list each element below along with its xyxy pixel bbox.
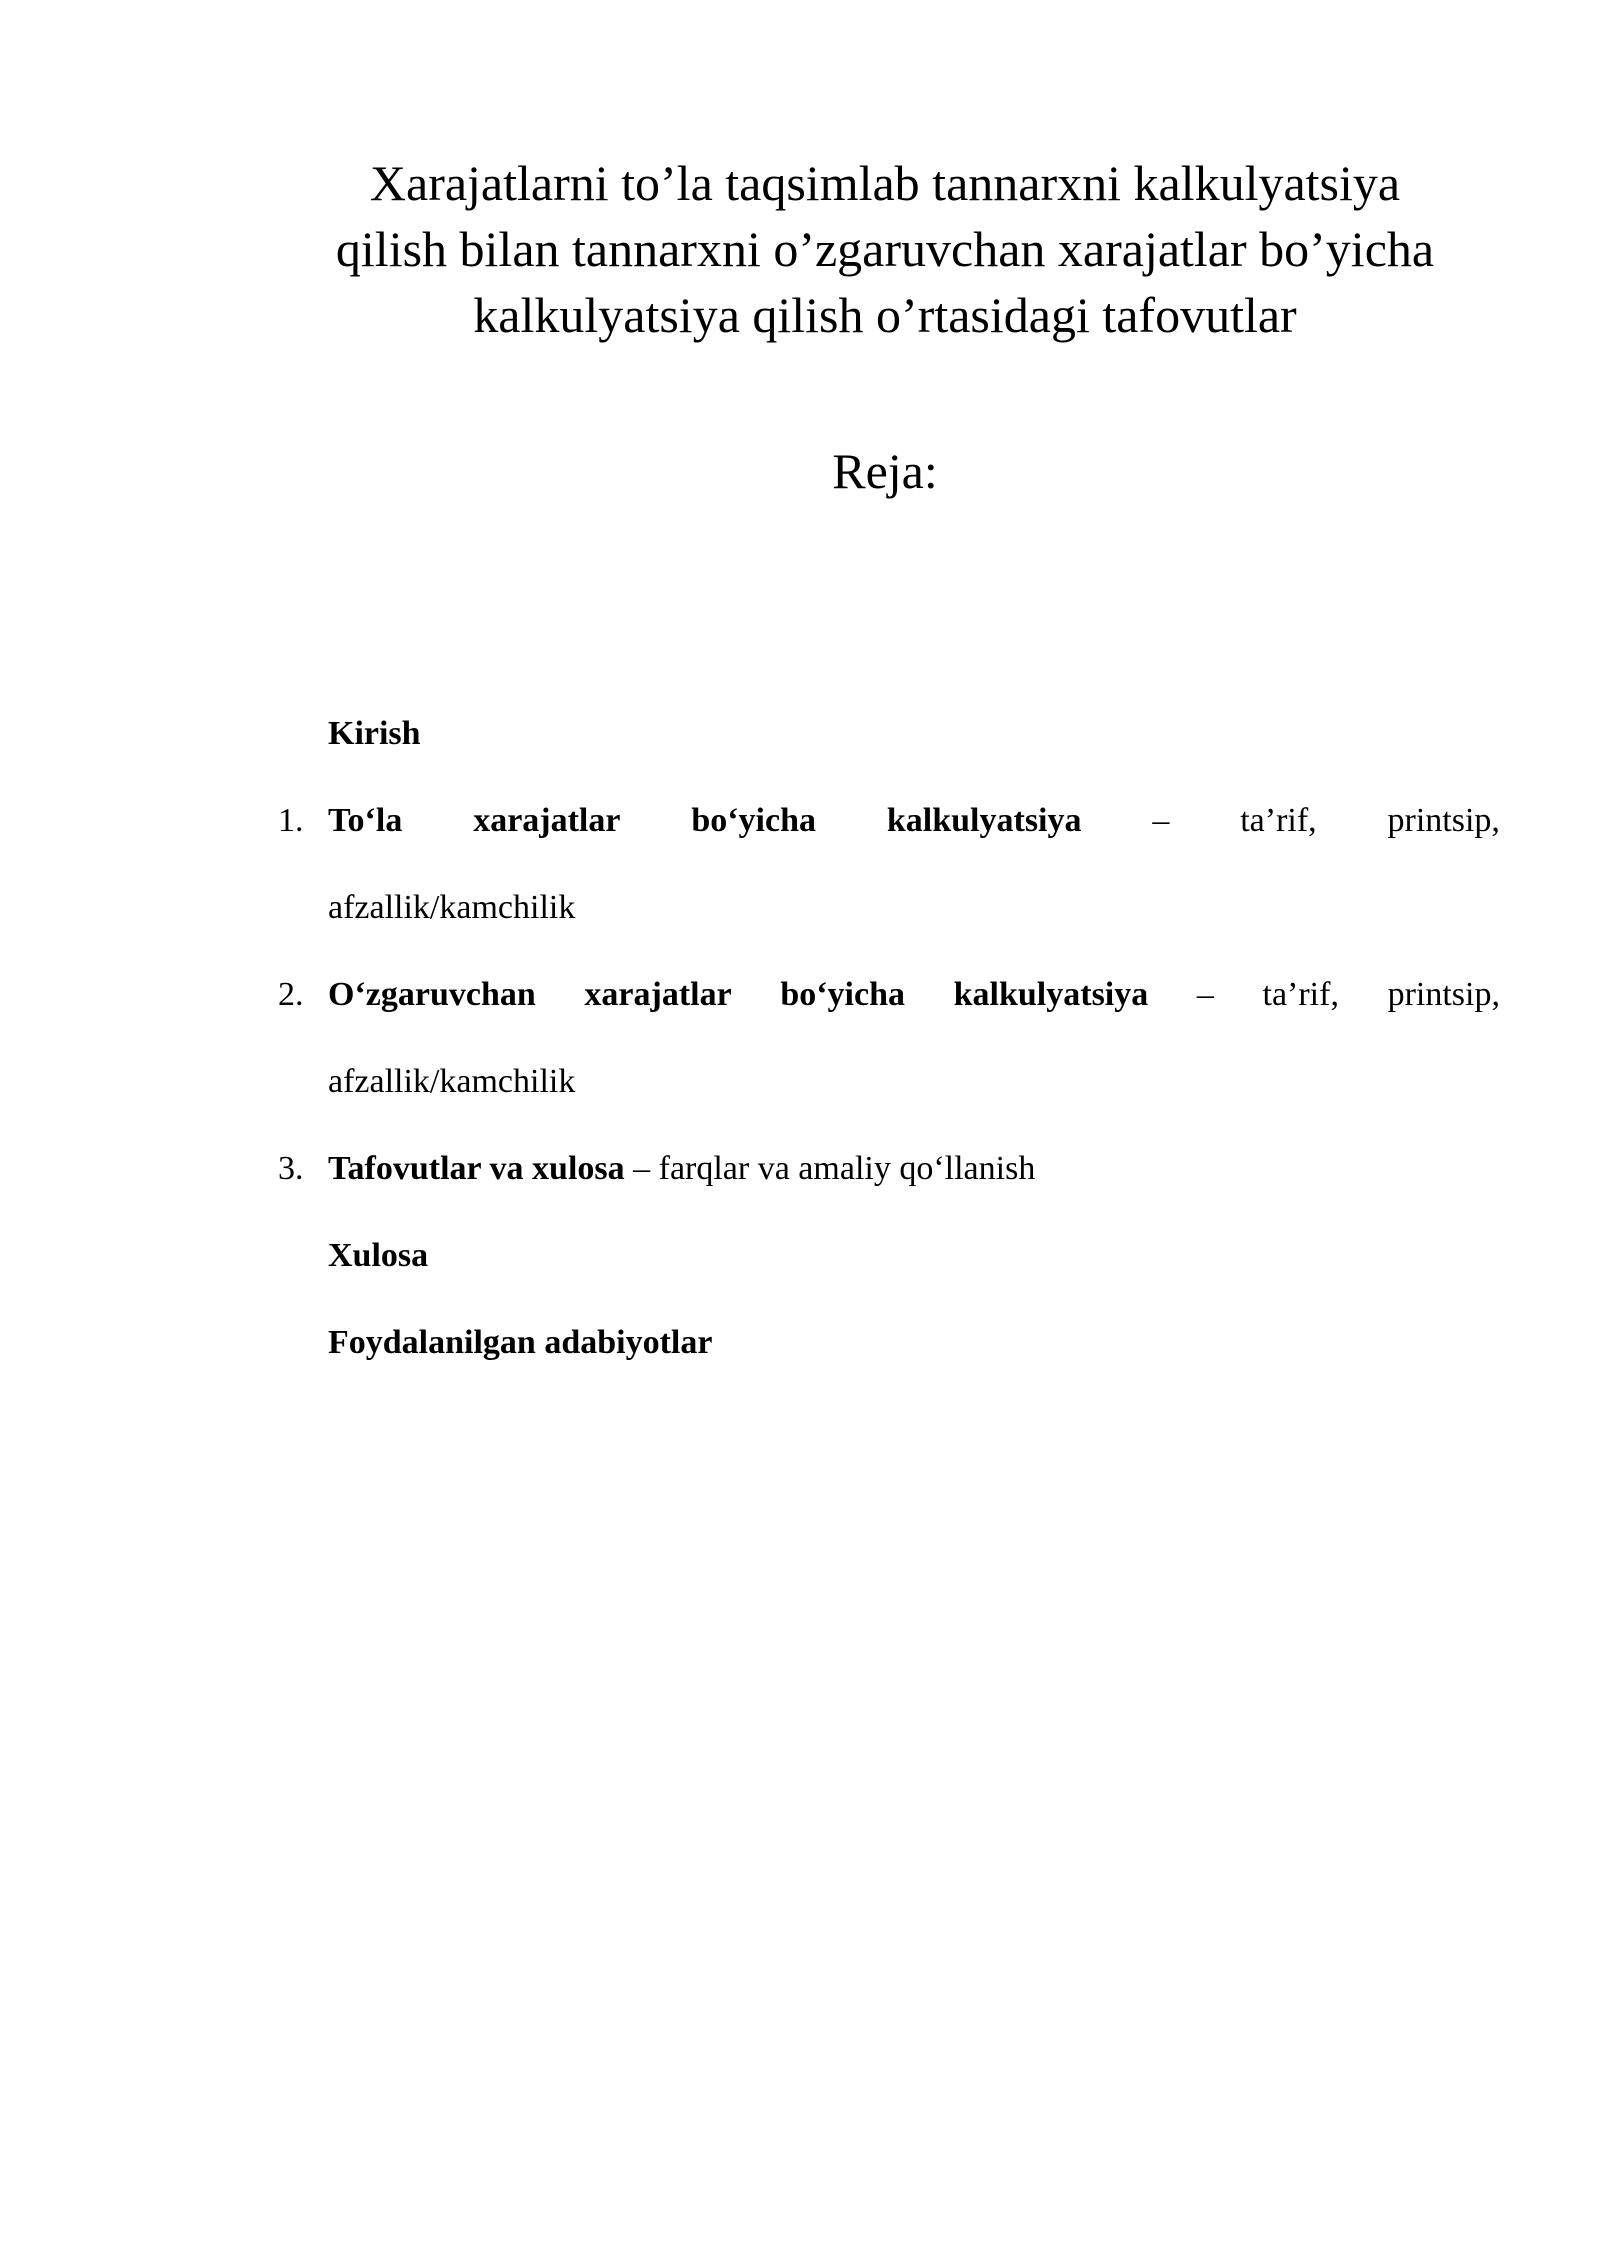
- item-continuation: afzallik/kamchilik: [328, 889, 576, 926]
- item-word: ta’rif,: [1262, 976, 1339, 1013]
- outline-item-1: [270, 777, 1500, 951]
- outline-conclusion: Xulosa: [328, 1237, 429, 1274]
- plan-outline: [270, 690, 1500, 1386]
- item-word: O‘zgaruvchan: [328, 976, 536, 1013]
- item-number: 3.: [278, 1150, 304, 1187]
- title-line-3: kalkulyatsiya qilish o’rtasidagi tafovutlar: [473, 287, 1297, 343]
- item-word: xarajatlar: [584, 976, 732, 1013]
- item-bold-text: Tafovutlar va xulosa: [328, 1150, 625, 1187]
- item-word: ta’rif,: [1240, 802, 1317, 839]
- item-word: –: [1152, 802, 1170, 839]
- item-continuation: afzallik/kamchilik: [328, 1063, 576, 1100]
- outline-intro: Kirish: [328, 715, 421, 752]
- outline-item-2: [270, 951, 1500, 1125]
- item-word: printsip,: [1387, 802, 1500, 839]
- item-number: 2.: [278, 976, 304, 1013]
- item-word: kalkulyatsiya: [953, 976, 1149, 1013]
- item-word: xarajatlar: [473, 802, 621, 839]
- title-line-2: qilish bilan tannarxni o’zgaruvchan xarajatlar bo’yicha: [335, 221, 1435, 277]
- item-rest-text: – farqlar va amaliy qo‘llanish: [624, 1150, 1036, 1187]
- item-word: kalkulyatsiya: [886, 802, 1082, 839]
- item-number: 1.: [278, 802, 304, 839]
- item-line: [328, 777, 1500, 864]
- title-line-1: Xarajatlarni to’la taqsimlab tannarxni kalkulyatsiya: [369, 155, 1401, 211]
- item-line: [328, 951, 1500, 1038]
- item-word: printsip,: [1387, 976, 1500, 1013]
- plan-heading: Reja:: [832, 443, 938, 499]
- item-word: bo‘yicha: [780, 976, 905, 1013]
- item-word: To‘la: [328, 802, 403, 839]
- outline-references: Foydalanilgan adabiyotlar: [328, 1324, 713, 1361]
- item-word: bo‘yicha: [691, 802, 817, 839]
- document-title: [270, 150, 1500, 348]
- outline-item-3: [270, 1125, 1500, 1212]
- item-word: –: [1196, 976, 1214, 1013]
